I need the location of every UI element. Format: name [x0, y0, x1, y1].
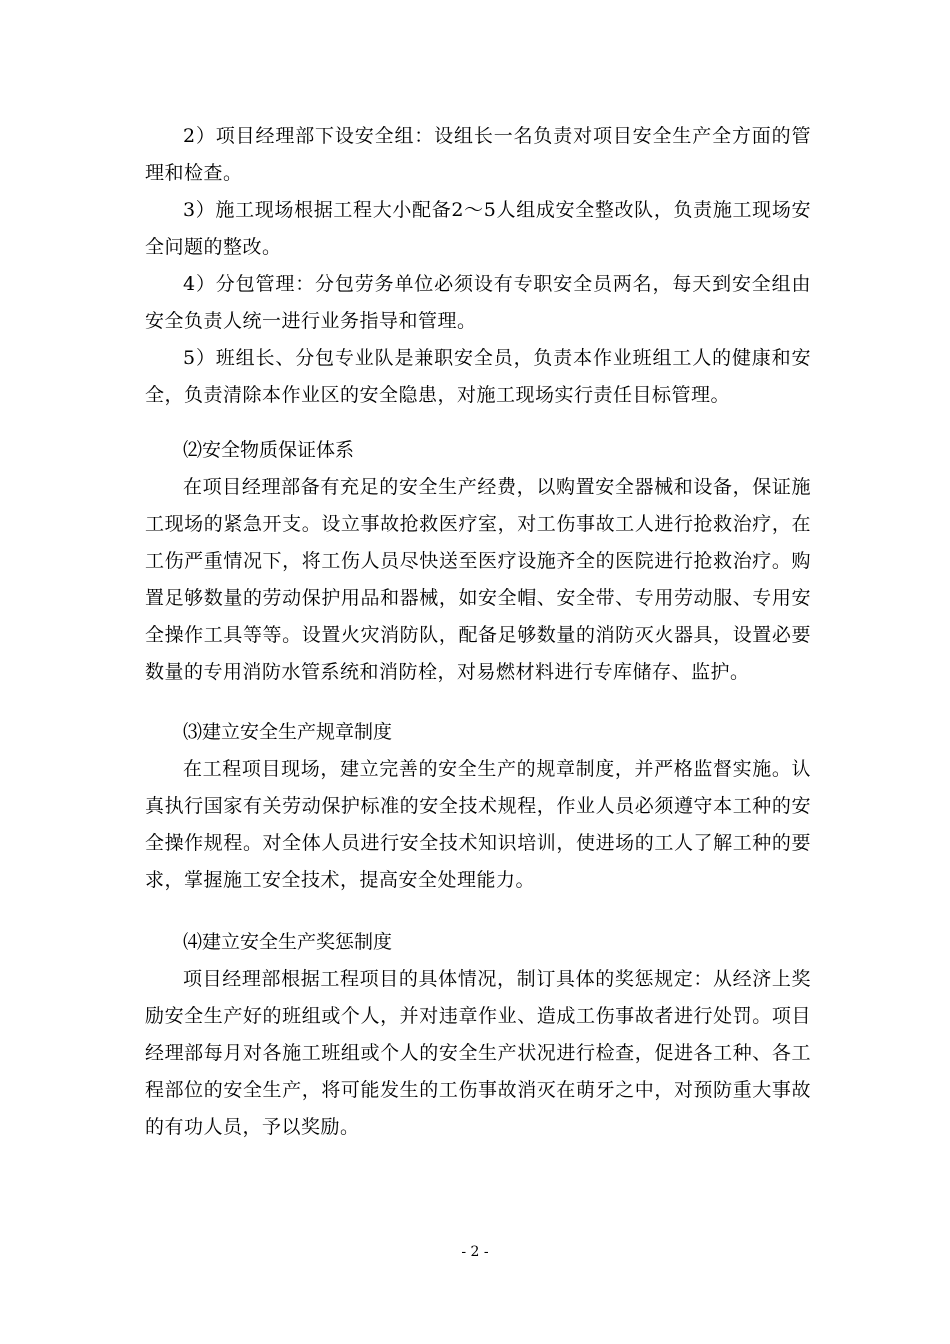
- page-number: - 2 -: [461, 1244, 489, 1260]
- section-body-rewards-penalties: 项目经理部根据工程项目的具体情况，制订具体的奖惩规定：从经济上奖励安全生产好的班组或个人，并对违章作业、造成工伤事故者进行处罚。项目经理部每月对各施工班组或个人的安全生产状况进行检查，促进各工种、各工程部位的安全生产，将可能发生的工伤事故消灭在萌牙之中，对预防重大事故的有功人员，予以奖励。: [145, 968, 811, 1138]
- list-item-2: 2）项目经理部下设安全组：设组长一名负责对项目安全生产全方面的管理和检查。: [145, 125, 811, 184]
- section-heading-safety-material: ⑵安全物质保证体系: [183, 439, 355, 461]
- list-item-5: 5）班组长、分包专业队是兼职安全员，负责本作业班组工人的健康和安全，负责清除本作业区的安全隐患，对施工现场实行责任目标管理。: [145, 347, 811, 406]
- section-heading-safety-rules: ⑶建立安全生产规章制度: [183, 721, 393, 743]
- section-body-safety-material: 在项目经理部备有充足的安全生产经费，以购置安全器械和设备，保证施工现场的紧急开支。设立事故抢救医疗室，对工伤事故工人进行抢救治疗，在工伤严重情况下，将工伤人员尽快送至医疗设施齐全的医院进行抢救治疗。购置足够数量的劳动保护用品和器械，如安全帽、安全带、专用劳动服、专用安全操作工具等等。设置火灾消防队，配备足够数量的消防灭火器具，设置必要数量的专用消防水管系统和消防栓，对易燃材料进行专库储存、监护。: [145, 476, 811, 683]
- section-heading-rewards-penalties: ⑷建立安全生产奖惩制度: [183, 931, 393, 953]
- list-item-4: 4）分包管理：分包劳务单位必须设有专职安全员两名，每天到安全组由安全负责人统一进行业务指导和管理。: [145, 273, 811, 332]
- list-item-3: 3）施工现场根据工程大小配备2～5人组成安全整改队，负责施工现场安全问题的整改。: [145, 199, 811, 258]
- section-body-safety-rules: 在工程项目现场，建立完善的安全生产的规章制度，并严格监督实施。认真执行国家有关劳动保护标准的安全技术规程，作业人员必须遵守本工种的安全操作规程。对全体人员进行安全技术知识培训，使进场的工人了解工种的要求，掌握施工安全技术，提高安全处理能力。: [145, 758, 811, 891]
